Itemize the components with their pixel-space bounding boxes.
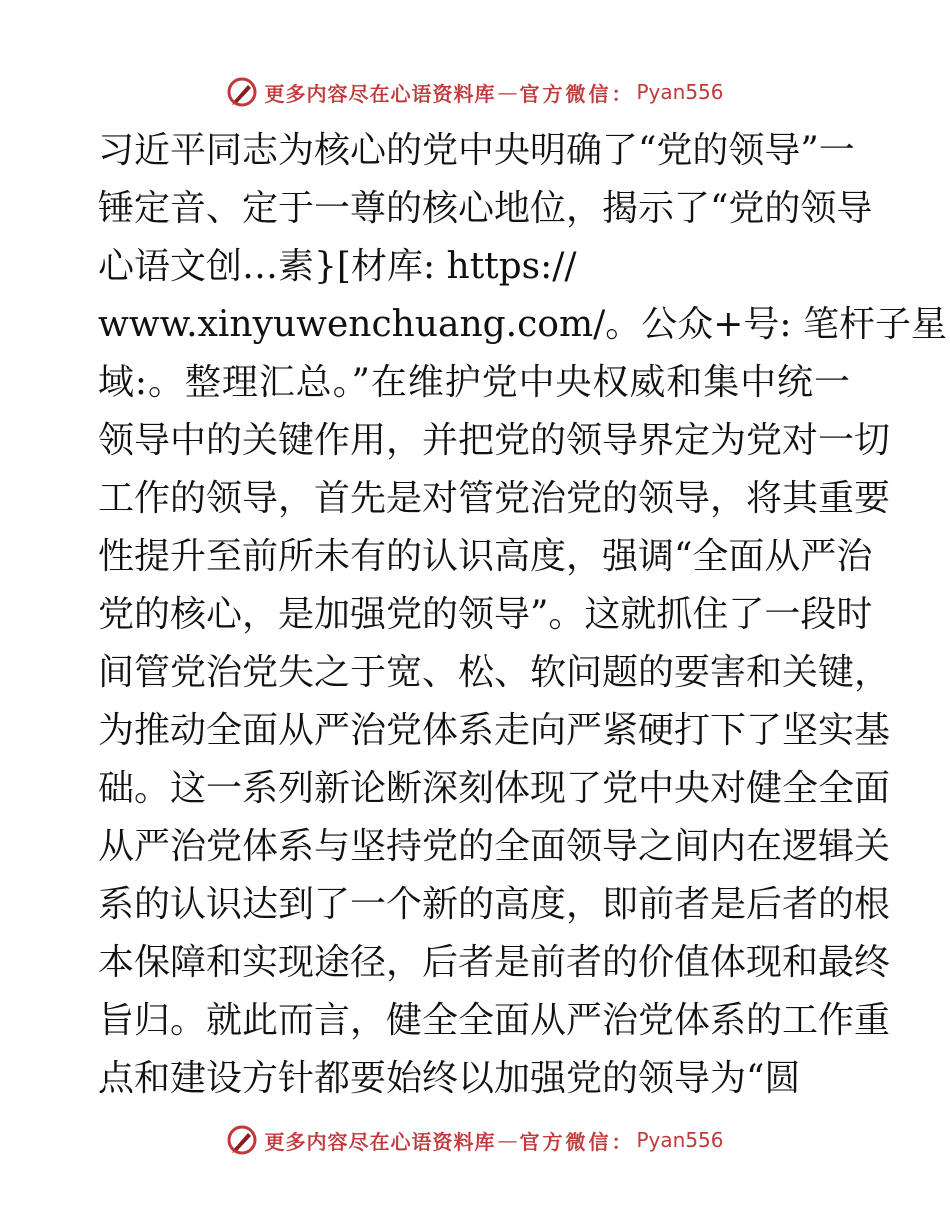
text-line: 领导中的关键作用，并把党的领导界定为党对一切: [98, 420, 891, 461]
footer-banner-dash: —: [497, 1128, 518, 1152]
text-line: 为推动全面从严治党体系走向严紧硬打下了坚实基: [98, 710, 891, 751]
footer-banner-title: 更多内容尽在心语资料库: [264, 1129, 496, 1154]
text-line: 点和建设方针都要始终以加强党的领导为“圆: [98, 1058, 801, 1099]
header-banner: [0, 72, 950, 112]
header-banner-dash: —: [497, 80, 518, 104]
header-banner-wechat-id: Pyan556: [636, 80, 724, 104]
footer-banner: [0, 1120, 950, 1160]
text-line: 党的核心，是加强党的领导”。这就抓住了一段时: [98, 594, 873, 635]
pen-logo-icon: [226, 76, 258, 108]
text-line: 锤定音、定于一尊的核心地位，揭示了“党的领导: [98, 188, 873, 229]
header-banner-wechat-label: 官方微信：: [519, 81, 635, 106]
text-line: 础。这一系列新论断深刻体现了党中央对健全全面: [98, 768, 891, 809]
text-line: 心语文创…素}[材库: https://: [98, 246, 577, 287]
text-line: 间管党治党失之于宽、松、软问题的要害和关键，: [98, 652, 891, 693]
text-line: 工作的领导，首先是对管党治党的领导，将其重要: [98, 478, 891, 519]
pen-logo-icon: [226, 1124, 258, 1156]
text-line: 从严治党体系与坚持党的全面领导之间内在逻辑关: [98, 826, 891, 867]
body-text: [98, 122, 947, 1108]
footer-banner-wechat-id: Pyan556: [636, 1128, 724, 1152]
header-banner-title: 更多内容尽在心语资料库: [264, 81, 496, 106]
text-line: 习近平同志为核心的党中央明确了“党的领导”一: [98, 130, 855, 171]
text-line: 旨归。就此而言，健全全面从严治党体系的工作重: [98, 1000, 891, 1041]
text-line: 性提升至前所未有的认识高度，强调“全面从严治: [98, 536, 873, 577]
text-line: 本保障和实现途径，后者是前者的价值体现和最终: [98, 942, 891, 983]
text-line: www.xinyuwenchuang.com/。公众+号: 笔杆子星: [98, 304, 947, 345]
text-line: 域:。整理汇总。”在维护党中央权威和集中统一: [98, 362, 850, 403]
text-line: 系的认识达到了一个新的高度，即前者是后者的根: [98, 884, 891, 925]
footer-banner-wechat-label: 官方微信：: [519, 1129, 635, 1154]
